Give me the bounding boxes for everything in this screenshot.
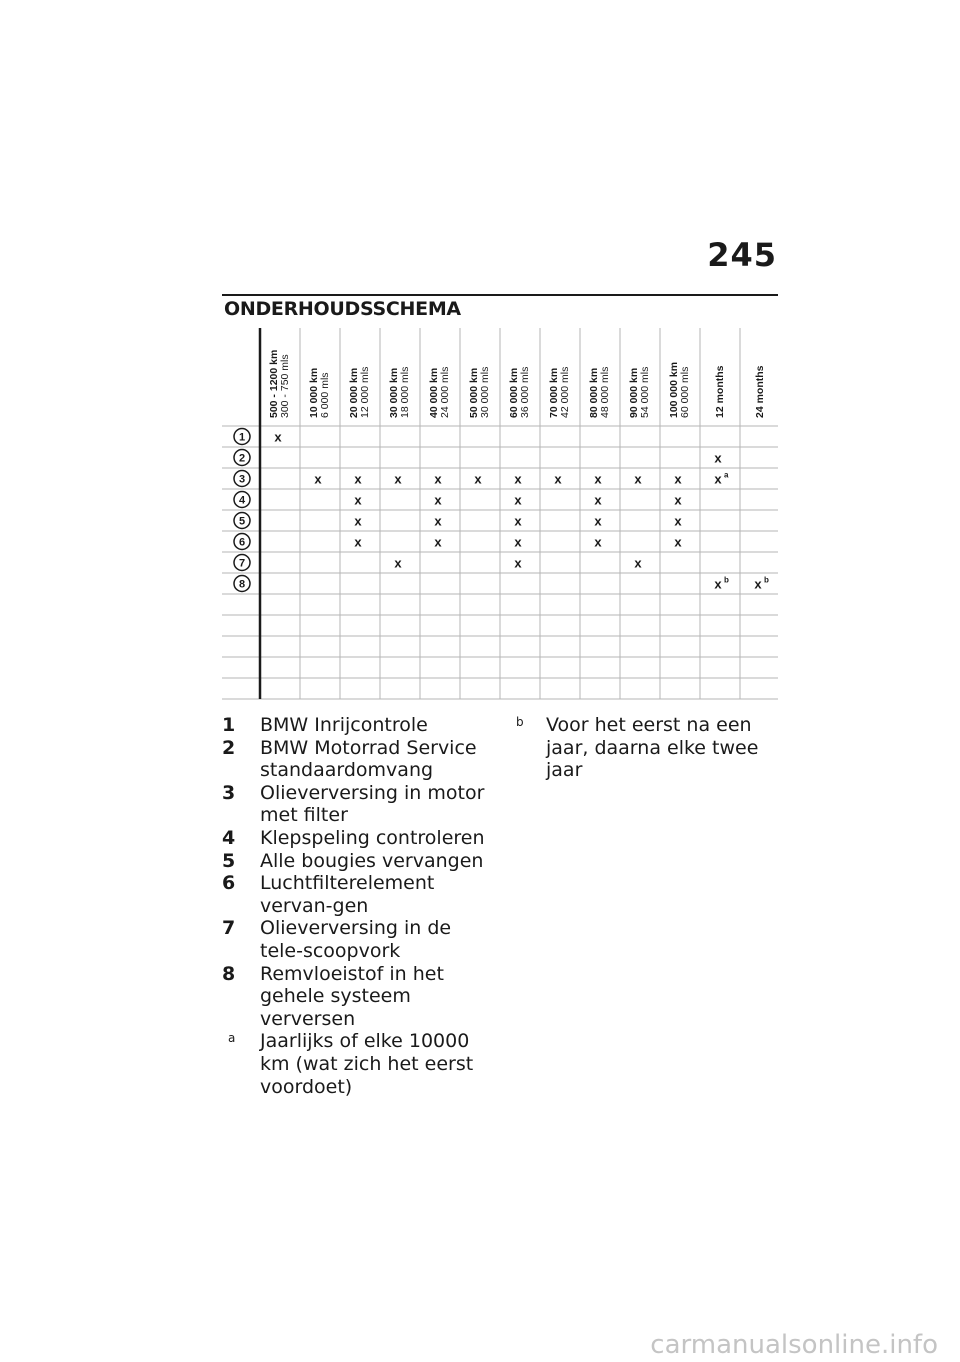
footnote-text: Jaarlijks of elke 10000 km (wat zich het eerst voordoet) — [260, 1030, 474, 1098]
legend-item — [222, 963, 492, 1031]
schedule-mark: x — [514, 513, 522, 529]
row-number-label: 3 — [238, 473, 246, 486]
page-number: 245 — [707, 236, 777, 274]
schedule-mark: x — [394, 471, 402, 487]
schedule-mark: x — [674, 471, 682, 487]
schedule-mark: x — [434, 471, 442, 487]
legend-text: Klepspeling controleren — [260, 826, 485, 849]
column-header-mls: 18 000 mls — [399, 366, 411, 418]
column-header-km: 20 000 km — [348, 367, 360, 418]
legend-text: Luchtfilterelement vervan-gen — [260, 872, 435, 917]
column-header-mls: 300 - 750 mls — [279, 354, 291, 418]
schedule-mark: x — [674, 534, 682, 550]
column-header-mls: 42 000 mls — [559, 366, 571, 418]
schedule-mark: x — [634, 555, 642, 571]
legend-number: 7 — [222, 917, 236, 940]
schedule-mark: x — [354, 471, 362, 487]
schedule-mark: x — [634, 471, 642, 487]
row-number-label: 6 — [238, 536, 246, 549]
schedule-mark: x — [674, 492, 682, 508]
column-header-mls: 60 000 mls — [679, 366, 691, 418]
footnote-item — [510, 714, 780, 782]
legend-text: Alle bougies vervangen — [260, 849, 484, 872]
row-number-label: 5 — [238, 515, 246, 528]
legend-text: BMW Motorrad Service standaardomvang — [260, 736, 477, 782]
column-header-km: 80 000 km — [588, 367, 600, 418]
column-header-km: 60 000 km — [508, 367, 520, 418]
legend-item — [222, 850, 492, 873]
schedule-mark: x — [354, 492, 362, 508]
column-header-km: 70 000 km — [548, 367, 560, 418]
schedule-mark: x — [274, 429, 282, 445]
schedule-mark: x — [354, 534, 362, 550]
schedule-mark: x — [354, 513, 362, 529]
column-header-km: 500 - 1200 km — [268, 349, 280, 418]
column-header-km: 100 000 km — [668, 361, 680, 418]
watermark: carmanualsonline.info — [650, 1330, 938, 1360]
legend-item — [222, 714, 492, 737]
row-number-label: 7 — [238, 557, 246, 570]
column-header-mls: 30 000 mls — [479, 366, 491, 418]
legend-number: 2 — [222, 736, 236, 759]
legend-text: BMW Inrijcontrole — [260, 714, 428, 736]
footnote-text: Voor het eerst na een jaar, daarna elke twee jaar — [546, 714, 759, 782]
column-header-period: 12 months — [714, 365, 726, 418]
legend-number: 6 — [222, 872, 236, 895]
legend-text: Remvloeistof in het gehele systeem verversen — [260, 962, 444, 1030]
footnote-marker: b — [516, 715, 524, 729]
legend-left — [222, 714, 492, 1098]
column-header-mls: 54 000 mls — [639, 366, 651, 418]
column-header-km: 30 000 km — [388, 367, 400, 418]
row-number-label: 2 — [238, 452, 246, 465]
schedule-mark: x — [714, 576, 722, 592]
column-header-mls: 48 000 mls — [599, 366, 611, 418]
schedule-mark: x — [594, 471, 602, 487]
schedule-mark: x — [554, 471, 562, 487]
schedule-mark-footnote: b — [764, 575, 769, 585]
legend-number: 8 — [222, 962, 236, 985]
footnote-marker: a — [228, 1031, 236, 1046]
schedule-mark: x — [434, 513, 442, 529]
schedule-mark: x — [434, 534, 442, 550]
schedule-mark: x — [434, 492, 442, 508]
column-header-km: 90 000 km — [628, 367, 640, 418]
schedule-mark: x — [394, 555, 402, 571]
legend-right — [510, 714, 780, 782]
schedule-mark: x — [314, 471, 322, 487]
legend-item — [222, 872, 492, 917]
legend-item — [222, 827, 492, 850]
column-header-km: 10 000 km — [308, 367, 320, 418]
schedule-mark: x — [714, 450, 722, 466]
legend-text: Olieverversing in de tele-scoopvork — [260, 917, 452, 962]
legend-item — [222, 917, 492, 962]
schedule-mark: x — [714, 471, 722, 487]
footnote-item — [222, 1030, 492, 1098]
schedule-mark: x — [514, 492, 522, 508]
column-header-km: 40 000 km — [428, 367, 440, 418]
row-number-label: 4 — [238, 494, 246, 507]
legend-number: 1 — [222, 714, 236, 736]
legend-item — [222, 782, 492, 827]
legend-number: 4 — [222, 826, 236, 849]
column-header-mls: 6 000 mls — [319, 372, 331, 418]
schedule-mark: x — [514, 471, 522, 487]
row-number-label: 8 — [238, 578, 246, 591]
schedule-mark: x — [474, 471, 482, 487]
legend-number: 5 — [222, 849, 236, 872]
column-header-mls: 36 000 mls — [519, 366, 531, 418]
schedule-mark: x — [594, 513, 602, 529]
column-header-mls: 24 000 mls — [439, 366, 451, 418]
schedule-mark: x — [594, 492, 602, 508]
column-header-period: 24 months — [754, 365, 766, 418]
section-title: ONDERHOUDSSCHEMA — [224, 298, 461, 320]
schedule-mark: x — [514, 555, 522, 571]
row-number-label: 1 — [238, 431, 246, 444]
schedule-mark-footnote: b — [724, 575, 729, 585]
column-header-mls: 12 000 mls — [359, 366, 371, 418]
legend-item — [222, 737, 492, 782]
column-header-km: 50 000 km — [468, 367, 480, 418]
legend-number: 3 — [222, 781, 236, 804]
schedule-mark: x — [514, 534, 522, 550]
legend-text: Olieverversing in motor met filter — [260, 781, 485, 827]
schedule-mark-footnote: a — [724, 470, 729, 480]
schedule-mark: x — [674, 513, 682, 529]
schedule-mark: x — [754, 576, 762, 592]
schedule-mark: x — [594, 534, 602, 550]
